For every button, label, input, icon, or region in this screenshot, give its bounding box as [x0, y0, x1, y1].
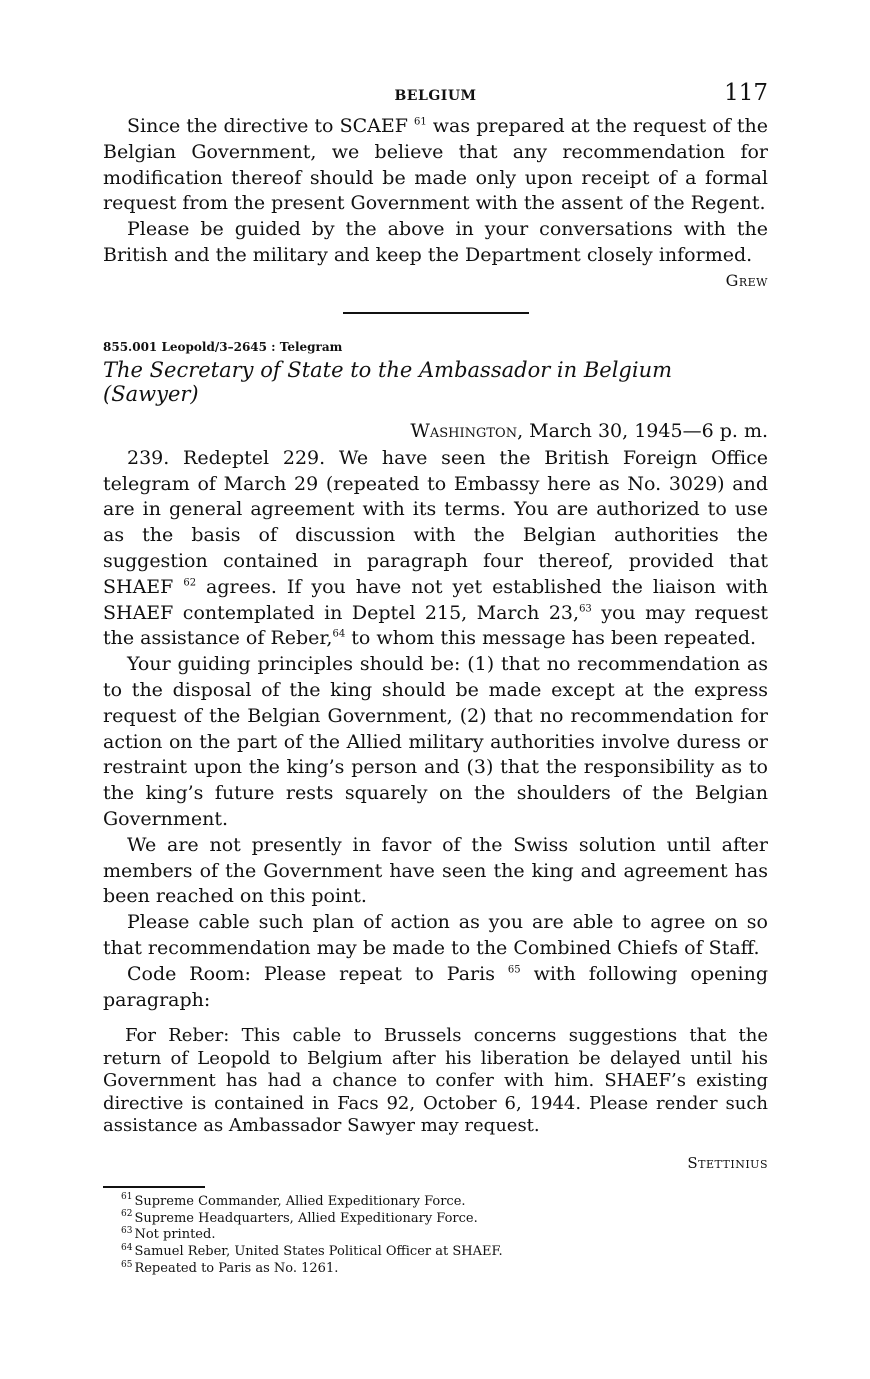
file-reference: 855.001 Leopold/3–2645 : Telegram — [103, 339, 343, 354]
telegram-p1-text-d: to whom this message has been repeated. — [345, 627, 757, 650]
footnote-item — [121, 1211, 768, 1228]
footnote-item — [121, 1194, 768, 1211]
quoted-opening-paragraph: For Reber: This cable to Brussels concerns suggestions that the return of Leopold to Belgium after his liberation be delayed until his Government has had a chance to confer with him. SHAEF’s existing directive is contained in Facs 92, October 6, 1944. Please render such assistance as Ambassador Sawyer may request. — [103, 1025, 768, 1137]
footnote-item — [121, 1244, 768, 1261]
telegram-p1-text-c: you may request the assistance of Reber, — [103, 601, 768, 650]
footnote-mark: 62 — [121, 1209, 133, 1220]
footnote-text: Not printed. — [134, 1227, 216, 1243]
dateline-place: Washington, — [410, 419, 524, 442]
telegram-p5-text-a: Code Room: Please repeat to Paris — [127, 962, 495, 985]
footnote-ref-61: 61 — [413, 116, 427, 128]
running-head: BELGIUM — [394, 88, 477, 104]
footnote-divider — [103, 1186, 205, 1188]
dateline-date: March 30, 1945—6 p. m. — [523, 419, 768, 442]
telegram-paragraph-4: Please cable such plan of action as you are able to agree on so that recommendation may be made to the Combined Chiefs of Staff. — [103, 911, 768, 959]
footnote-item — [121, 1261, 768, 1278]
footnote-text: Repeated to Paris as No. 1261. — [134, 1261, 339, 1276]
footnote-ref-62: 62 — [183, 577, 197, 589]
signature-stettinius: Stettinius — [687, 1153, 768, 1172]
footnotes — [103, 1194, 768, 1278]
telegram-paragraph-1 — [103, 446, 768, 652]
footnote-mark: 63 — [121, 1226, 133, 1237]
footnote-mark: 64 — [121, 1242, 133, 1253]
dateline — [103, 418, 768, 444]
page-header — [103, 78, 768, 114]
footnote-mark: 65 — [121, 1259, 133, 1270]
telegram-paragraph-3: We are not presently in favor of the Swiss solution until after members of the Government have seen the king and agreement has been reached on this point. — [103, 833, 768, 908]
footnote-text: Supreme Headquarters, Allied Expeditionary Force. — [134, 1210, 478, 1226]
signature-grew: Grew — [725, 270, 768, 290]
footnote-text: Samuel Reber, United States Political Officer at SHAEF. — [134, 1244, 503, 1260]
document-page — [103, 78, 768, 1278]
telegram-p1-text-b: agrees. If you have not yet established the liaison with SHAEF contemplated in Deptel 215, March 23, — [103, 575, 768, 624]
footnote-ref-63: 63 — [579, 603, 592, 615]
footnote-mark: 61 — [121, 1192, 133, 1203]
telegram-p5-text-b: with following opening paragraph: — [103, 962, 768, 1011]
prior-p1-text-a: Since the directive to SCAEF — [127, 115, 408, 137]
footnote-ref-65: 65 — [507, 964, 521, 976]
telegram-paragraph-2: Your guiding principles should be: (1) that no recommendation as to the disposal of the king should be made except at the express request of the Belgian Government, (2) that no recommendation for action on the part of the Allied military authorities involve duress or restraint upon the king’s person and (3) that the responsibility as to the king’s future rests squarely on the shoulders of the Belgian Government. — [103, 653, 768, 830]
footnote-item — [121, 1227, 768, 1244]
footnote-text: Supreme Commander, Allied Expeditionary Force. — [134, 1193, 466, 1209]
prior-p1-text-b: was prepared at the request of the Belgian Government, we believe that any recommendation for modification thereof should be made only upon receipt of a formal request from the present Government with the assent of the Regent. — [103, 115, 769, 215]
section-divider — [343, 312, 529, 314]
footnote-ref-64: 64 — [332, 629, 346, 641]
telegram-p1-text-a: 239. Redeptel 229. We have seen the British Foreign Office telegram of March 29 (repeated to Embassy here as No. 3029) and are in general agreement with its terms. You are authorized to use as the basis of discussion with the Belgian authorities the suggestion contained in paragraph four thereof, provided that SHAEF — [103, 446, 768, 598]
prior-paragraph-1 — [103, 114, 768, 217]
page-number: 117 — [724, 80, 768, 106]
prior-paragraph-2: Please be guided by the above in your conversations with the British and the military and keep the Department closely informed. — [103, 218, 768, 266]
telegram-paragraph-5 — [103, 962, 768, 1014]
document-title: The Secretary of State to the Ambassador in Belgium (Sawyer) — [103, 357, 673, 406]
